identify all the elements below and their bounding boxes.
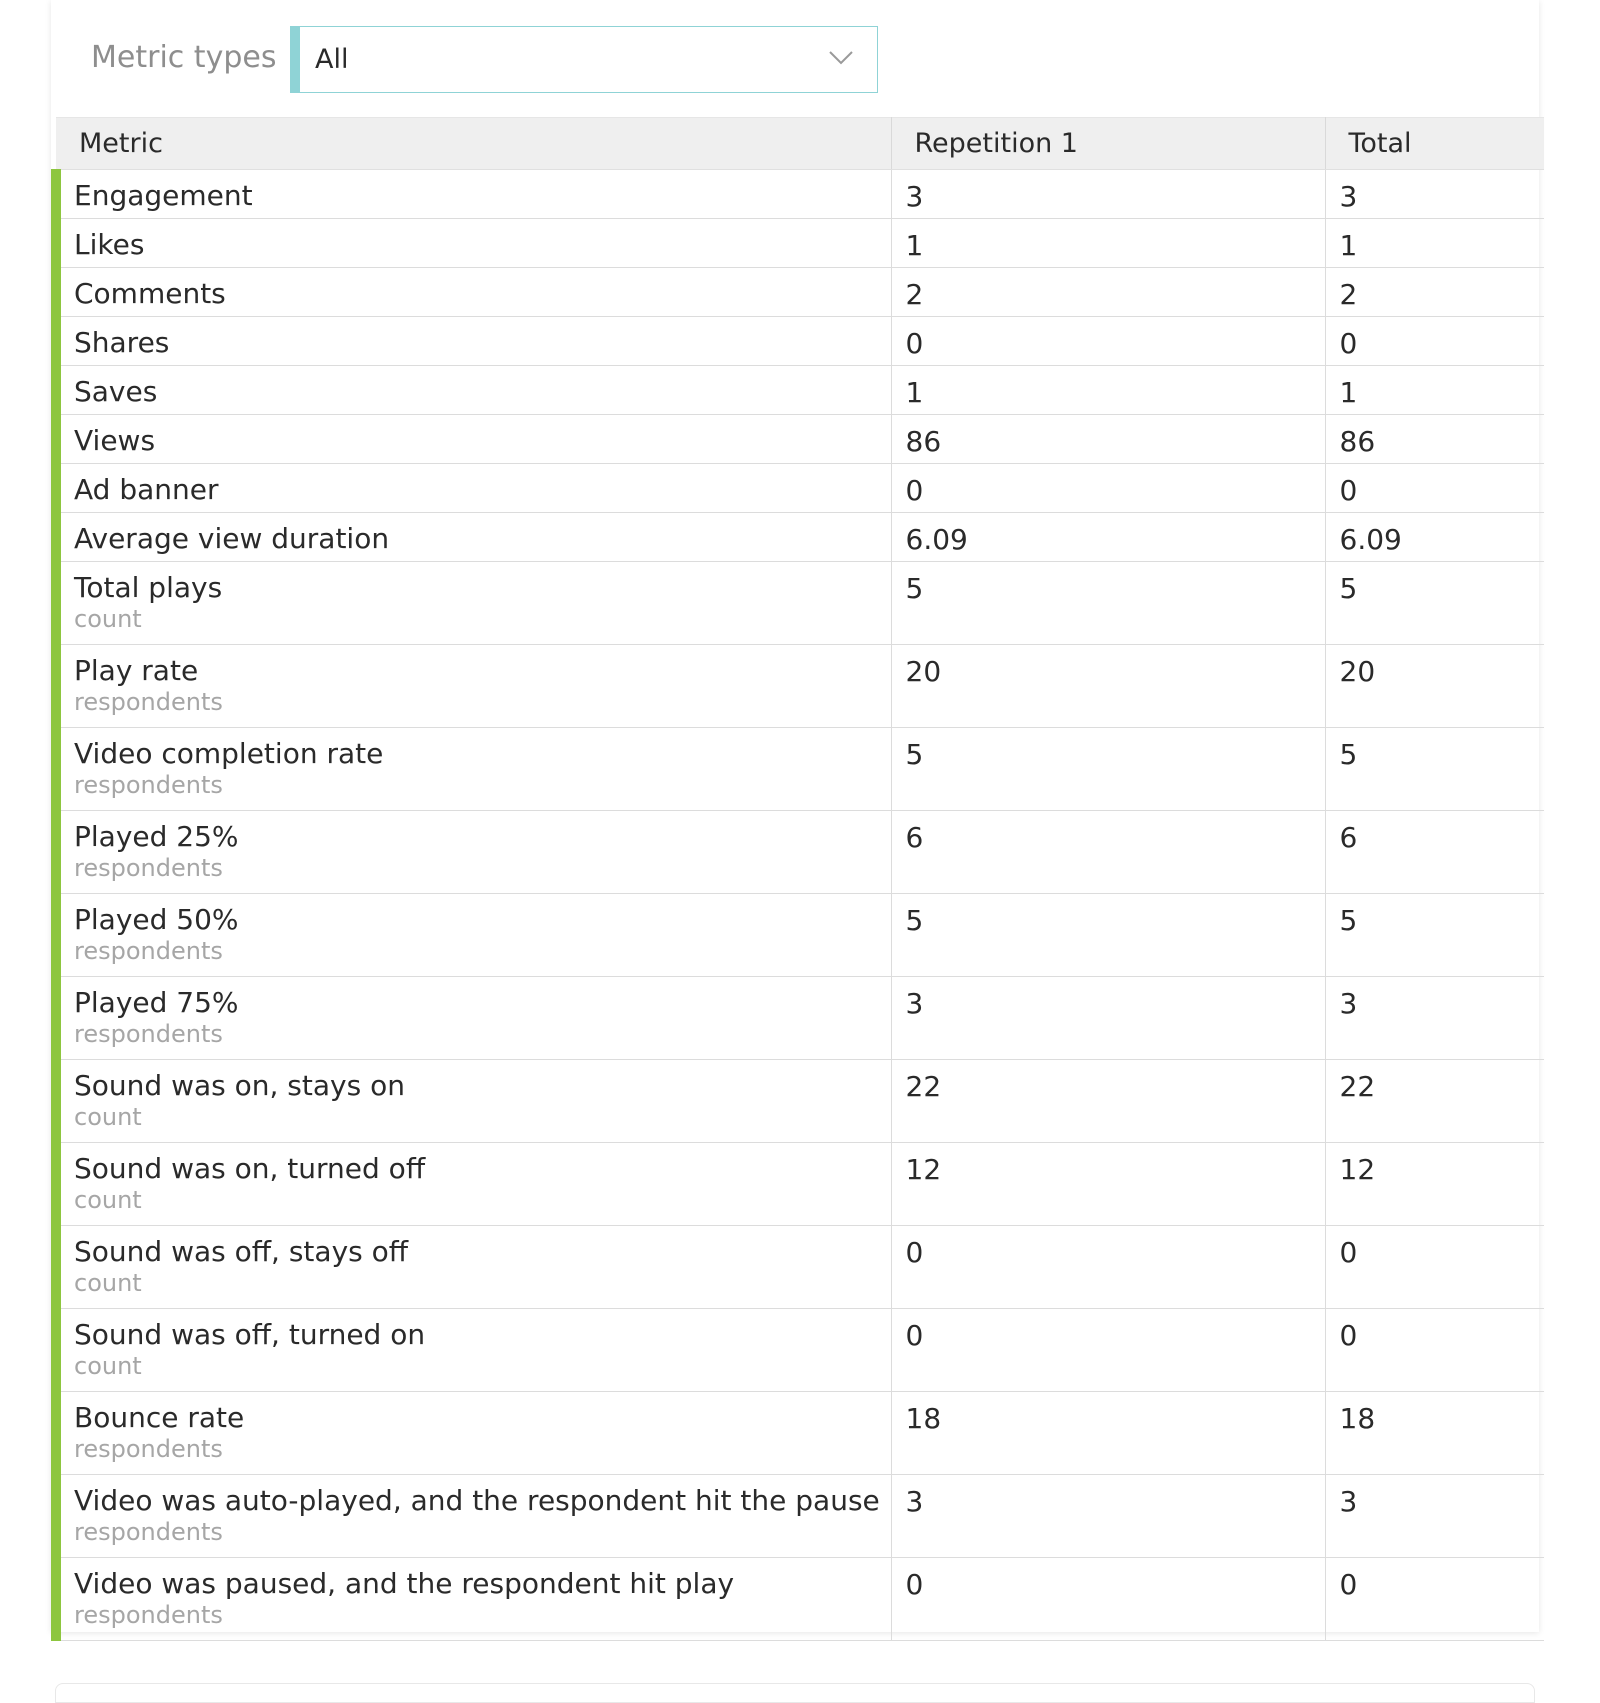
metrics-card xyxy=(51,0,1539,1632)
table-row xyxy=(56,811,1544,894)
table-row xyxy=(56,415,1544,464)
column-header-total[interactable]: Total xyxy=(1325,118,1544,170)
table-row xyxy=(56,1475,1544,1558)
total-value: 22 xyxy=(1325,1060,1544,1143)
total-value: 86 xyxy=(1325,415,1544,464)
metric-name: Sound was on, stays on xyxy=(74,1069,405,1102)
metric-unit: count xyxy=(74,1186,142,1214)
metric-cell xyxy=(56,1392,891,1475)
metric-cell xyxy=(56,513,891,562)
table-row xyxy=(56,977,1544,1060)
repetition-1-value: 0 xyxy=(891,317,1325,366)
metric-name: Played 75% xyxy=(74,986,239,1019)
repetition-1-value: 1 xyxy=(891,366,1325,415)
table-row xyxy=(56,219,1544,268)
table-row xyxy=(56,317,1544,366)
metric-cell xyxy=(56,1475,891,1558)
table-row xyxy=(56,1143,1544,1226)
metric-name: Shares xyxy=(74,326,170,359)
metric-name: Bounce rate xyxy=(74,1401,245,1434)
repetition-1-value: 1 xyxy=(891,219,1325,268)
total-value: 2 xyxy=(1325,268,1544,317)
table-row xyxy=(56,562,1544,645)
metric-name: Ad banner xyxy=(74,473,219,506)
repetition-1-value: 5 xyxy=(891,562,1325,645)
total-value: 12 xyxy=(1325,1143,1544,1226)
table-row xyxy=(56,1309,1544,1392)
metric-cell xyxy=(56,1143,891,1226)
metric-unit: respondents xyxy=(74,771,223,799)
metric-name: Sound was off, turned on xyxy=(74,1318,426,1351)
total-value: 3 xyxy=(1325,170,1544,219)
total-value: 0 xyxy=(1325,1226,1544,1309)
total-value: 1 xyxy=(1325,366,1544,415)
metric-cell xyxy=(56,366,891,415)
metric-cell xyxy=(56,728,891,811)
repetition-1-value: 22 xyxy=(891,1060,1325,1143)
table-row xyxy=(56,1392,1544,1475)
table-row xyxy=(56,513,1544,562)
metric-name: Sound was on, turned off xyxy=(74,1152,426,1185)
table-row xyxy=(56,170,1544,219)
table-row xyxy=(56,1558,1544,1641)
repetition-1-value: 3 xyxy=(891,1475,1325,1558)
table-row xyxy=(56,1060,1544,1143)
metrics-table xyxy=(51,117,1544,1641)
metric-unit: respondents xyxy=(74,1020,223,1048)
repetition-1-value: 0 xyxy=(891,464,1325,513)
table-row xyxy=(56,645,1544,728)
metric-name: Likes xyxy=(74,228,145,261)
repetition-1-value: 2 xyxy=(891,268,1325,317)
total-value: 5 xyxy=(1325,728,1544,811)
total-value: 6 xyxy=(1325,811,1544,894)
metric-unit: respondents xyxy=(74,688,223,716)
metric-name: Video was paused, and the respondent hit play xyxy=(74,1567,735,1600)
repetition-1-value: 20 xyxy=(891,645,1325,728)
metric-unit: respondents xyxy=(74,1435,223,1463)
metric-unit: count xyxy=(74,1269,142,1297)
metric-cell xyxy=(56,1226,891,1309)
metric-name: Saves xyxy=(74,375,158,408)
metric-name: Played 25% xyxy=(74,820,239,853)
metric-cell xyxy=(56,894,891,977)
repetition-1-value: 5 xyxy=(891,894,1325,977)
repetition-1-value: 6 xyxy=(891,811,1325,894)
metric-unit: respondents xyxy=(74,854,223,882)
metric-name: Video completion rate xyxy=(74,737,384,770)
column-header-metric[interactable]: Metric xyxy=(56,118,891,170)
metric-name: Play rate xyxy=(74,654,199,687)
metric-cell xyxy=(56,811,891,894)
repetition-1-value: 18 xyxy=(891,1392,1325,1475)
metric-unit: count xyxy=(74,605,142,633)
metric-cell xyxy=(56,562,891,645)
metric-unit: count xyxy=(74,1352,142,1380)
metric-unit: respondents xyxy=(74,1601,223,1629)
total-value: 3 xyxy=(1325,1475,1544,1558)
total-value: 5 xyxy=(1325,562,1544,645)
total-value: 3 xyxy=(1325,977,1544,1060)
metric-cell xyxy=(56,1309,891,1392)
next-card-edge xyxy=(55,1683,1535,1703)
total-value: 6.09 xyxy=(1325,513,1544,562)
repetition-1-value: 0 xyxy=(891,1558,1325,1641)
metric-cell xyxy=(56,977,891,1060)
metric-cell xyxy=(56,645,891,728)
repetition-1-value: 0 xyxy=(891,1226,1325,1309)
column-header-repetition-1[interactable]: Repetition 1 xyxy=(891,118,1325,170)
metric-cell xyxy=(56,170,891,219)
repetition-1-value: 3 xyxy=(891,170,1325,219)
metric-cell xyxy=(56,464,891,513)
total-value: 0 xyxy=(1325,464,1544,513)
metric-unit: respondents xyxy=(74,1518,223,1546)
table-row xyxy=(56,464,1544,513)
metric-types-label: Metric types xyxy=(91,40,277,75)
metric-unit: count xyxy=(74,1103,142,1131)
metric-name: Comments xyxy=(74,277,226,310)
metric-name: Average view duration xyxy=(74,522,390,555)
metric-unit: respondents xyxy=(74,937,223,965)
metric-cell xyxy=(56,219,891,268)
table-row xyxy=(56,366,1544,415)
metric-cell xyxy=(56,317,891,366)
table-row xyxy=(56,728,1544,811)
metric-types-select[interactable] xyxy=(290,26,878,93)
metric-name: Sound was off, stays off xyxy=(74,1235,409,1268)
metric-cell xyxy=(56,415,891,464)
metric-name: Views xyxy=(74,424,156,457)
metric-name: Engagement xyxy=(74,179,253,212)
repetition-1-value: 0 xyxy=(891,1309,1325,1392)
total-value: 18 xyxy=(1325,1392,1544,1475)
total-value: 1 xyxy=(1325,219,1544,268)
metric-cell xyxy=(56,268,891,317)
total-value: 0 xyxy=(1325,1309,1544,1392)
metric-cell xyxy=(56,1060,891,1143)
filter-bar xyxy=(51,0,1539,117)
table-row xyxy=(56,1226,1544,1309)
metric-name: Played 50% xyxy=(74,903,239,936)
repetition-1-value: 3 xyxy=(891,977,1325,1060)
metric-types-selected-value: All xyxy=(315,44,349,75)
chevron-down-icon xyxy=(827,47,855,67)
repetition-1-value: 86 xyxy=(891,415,1325,464)
repetition-1-value: 12 xyxy=(891,1143,1325,1226)
total-value: 0 xyxy=(1325,317,1544,366)
total-value: 20 xyxy=(1325,645,1544,728)
table-row xyxy=(56,268,1544,317)
repetition-1-value: 6.09 xyxy=(891,513,1325,562)
metric-name: Video was auto-played, and the respondent hit the pause xyxy=(74,1484,880,1517)
total-value: 5 xyxy=(1325,894,1544,977)
table-header-row xyxy=(56,118,1544,170)
metric-cell xyxy=(56,1558,891,1641)
repetition-1-value: 5 xyxy=(891,728,1325,811)
total-value: 0 xyxy=(1325,1558,1544,1641)
table-row xyxy=(56,894,1544,977)
metric-name: Total plays xyxy=(74,571,223,604)
